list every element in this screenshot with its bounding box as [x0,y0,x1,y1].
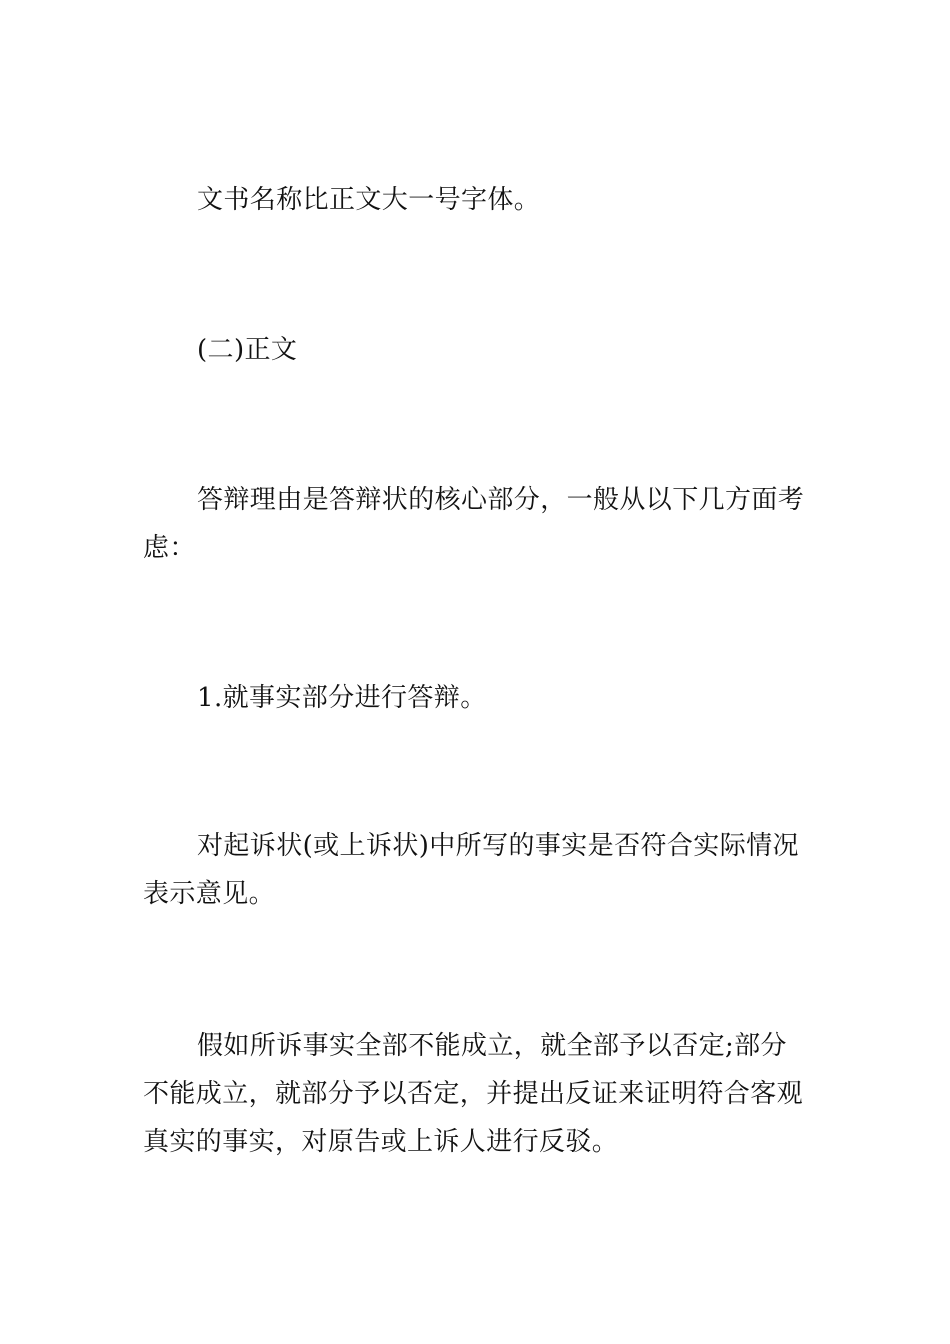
section-heading-body: (二)正文 [197,335,298,365]
paragraph-title-font-note: 文书名称比正文大一号字体。 [197,185,541,215]
list-item-facts-defense: 1.就事实部分进行答辩。 [197,683,487,713]
paragraph-facts-opinion: 对起诉状(或上诉状)中所写的事实是否符合实际情况表示意见。 [143,831,799,909]
paragraph-defense-reasons: 答辩理由是答辩状的核心部分，一般从以下几方面考虑： [143,485,805,563]
paragraph-rebuttal: 假如所诉事实全部不能成立，就全部予以否定;部分不能成立，就部分予以否定，并提出反证来证明符合客观真实的事实，对原告或上诉人进行反驳。 [143,1031,804,1157]
